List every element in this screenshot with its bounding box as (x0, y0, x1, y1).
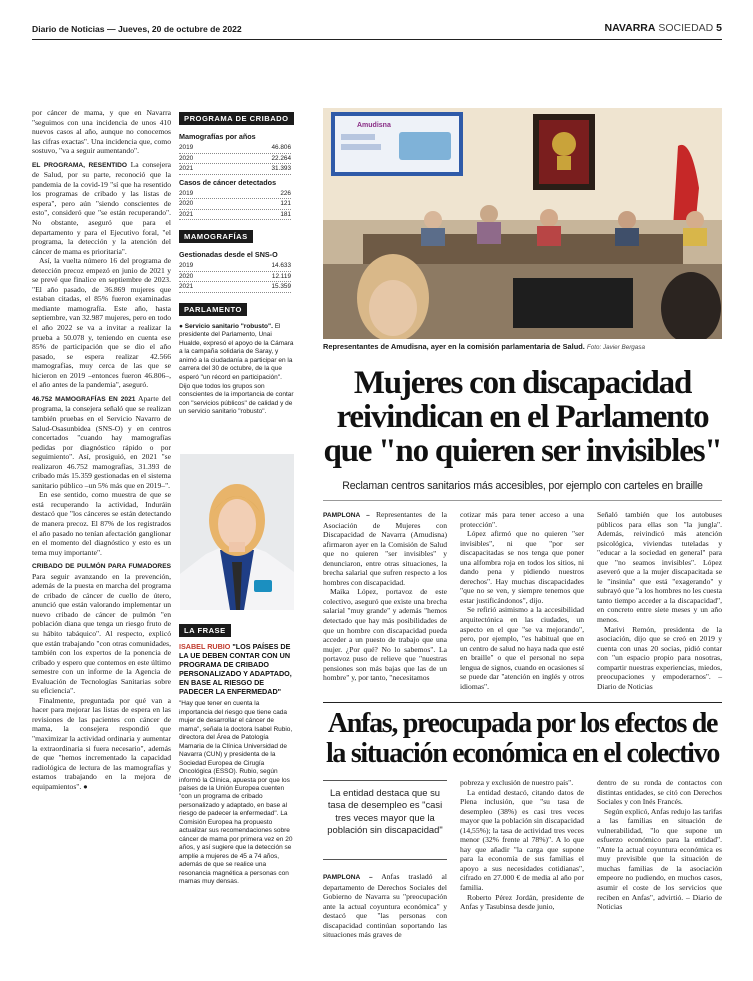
cribado-box-title: PROGRAMA DE CRIBADO (179, 112, 294, 125)
headline2-line1: Anfas, preocupada por los efectos de (327, 708, 718, 739)
paragraph (460, 788, 584, 893)
paragraph (460, 893, 584, 912)
paragraph-lead: 46.752 MAMOGRAFÍAS EN 2021 (32, 395, 136, 403)
photo-caption (323, 342, 722, 351)
casos-label: Casos de cáncer detectados (179, 177, 277, 187)
paragraph (597, 778, 722, 807)
table-row (179, 154, 291, 165)
paragraph-text: Roberto Pérez Jordán, presidente de Anfas y Tasubinsa desde junio, (460, 892, 584, 912)
article2-headline (323, 709, 722, 769)
header-section (605, 22, 722, 34)
pull-quote: La entidad destaca que su tasa de desempleo es "casi tres veces mayor que la población sin discapacidad" (327, 787, 443, 836)
article1-col-1 (323, 510, 447, 683)
table-row (179, 164, 291, 175)
article2-col-2 (460, 778, 584, 912)
paragraph-text: Señaló también que los autobuses públicos para ellas son "la jungla". Además, reivindicó más atención psicológica, viviendas tuteladas y "educar a la sociedad en general" para que "no seamos invisibles". López aseveró que a la mujer discapacitada se le "insinúa" que está "exagerando" y subrayó que "a los hombres no les cuesta tanto tiempo acceder a la discapacidad", en concreto entre siete meses y un año menos. (597, 510, 722, 625)
row-value: 14.633 (271, 262, 291, 269)
paragraph-text: Marivi Remón, presidenta de la asociación, dijo que se creó en 2019 y cuenta con unas 20 socias, pidió contar con "un espacio propio para nosotras, compartir nuestras experiencias, miedos, preocupaciones y empoderarnos". – Diario de Noticias (597, 624, 722, 691)
row-value: 31.393 (271, 165, 291, 172)
table-row (179, 143, 291, 154)
article1-col-2 (460, 510, 584, 691)
row-year: 2021 (179, 283, 194, 290)
gestionadas-table (179, 250, 291, 293)
frase-name: ISABEL RUBIO (179, 642, 231, 651)
headline1-line1: Mujeres con discapacidad (353, 365, 692, 401)
paragraph (460, 510, 584, 529)
screen-logo: Amudisna (357, 122, 391, 129)
paragraph (597, 807, 722, 912)
row-year: 2020 (179, 154, 194, 162)
paragraph-text: Maika López, portavoz de este colectivo, aseguró que existe una brecha salarial "muy grande" y además "hemos detectado que hay más posibilidades de que un hombre con discapacidad pueda acceder a un puesto de trabajo que una mujer. ¿Por qué? No lo sabemos". La portavoz puso de relieve que "nuestras pensiones son más bajas que las de un hombre" y, por tanto, "necesitamos (323, 587, 447, 683)
row-value: 121 (280, 200, 291, 207)
paragraph-text: En ese sentido, como muestra de que se está recuperando la actividad, Induráin destacó que "los cánceres se están detectando de manera precoz. El 87% de los registrados el año pasado no tenían afectación ganglionar en el momento del diagnóstico y esto es un tema muy importante". (32, 490, 171, 557)
portrait-illustration (180, 454, 294, 610)
paragraph-text: pobreza y exclusión de nuestro país". (460, 778, 574, 787)
paragraph (323, 872, 447, 940)
paragraph (32, 561, 171, 696)
article-divider (323, 702, 722, 703)
header-section-name: SOCIEDAD (658, 22, 714, 34)
paragraph-lead: PAMPLONA – (323, 512, 370, 519)
article1-subhead: Reclaman centros sanitarios más accesibles, por ejemplo con carteles en braille (342, 480, 703, 492)
pull-quote-box (323, 780, 447, 860)
table-row (179, 210, 291, 221)
paragraph (597, 625, 722, 692)
mamografias-box-title: MAMOGRAFÍAS (179, 230, 253, 243)
paragraph (460, 529, 584, 605)
page-number: 5 (716, 22, 722, 34)
paragraph-text: López afirmó que no quieren "ser invisibles", ni que "por ser discapacitadas se nos tenga que poner una alfombra roja en todos los sitios, ni dando pena y pidiendo nuestros derechos". Hay muchas discapacidades "que no se ven, y siempre tenemos que estar justificándonos", dijo. (460, 529, 584, 605)
paragraph-text: Así, la vuelta número 16 del programa de detección precoz empezó en junio de 2021 y se prevé que finalice en septiembre de 2023. "El año pasado, de 36.869 mujeres que estaban citadas, el 85% fueron examinadas mediante mamografía. Este año, hasta septiembre, van 32.987 mujeres, pero en todo el año 2022 se va a invitar a realizar la prueba a 50.078 y, teniendo en cuenta ese 85% de participación que se dio el año pasado, se espera realizar 42.566 mamografías, muy cerca de las que se hicieron en 2019 –entonces fueron 46.806–, el año antes de la pandemia", aseguró. (32, 256, 171, 390)
row-year: 2020 (179, 272, 194, 280)
row-year: 2021 (179, 210, 194, 218)
frase-title: LA FRASE (179, 624, 231, 637)
table-row (179, 272, 291, 283)
page-header (32, 22, 722, 38)
paragraph-text: Anfas trasladó al departamento de Derechos Sociales del Gobierno de Navarra su "preocupación ante la actual coyuntura económica" y destacó que "las personas con discapacidad continúan soportando las situaciones más graves de (323, 872, 447, 940)
header-date: Diario de Noticias — Jueves, 20 de octubre de 2022 (32, 24, 242, 34)
subhead-rule (323, 500, 722, 501)
paragraph-text: Representantes de la Asociación de Mujeres con Discapacidad de Navarra (Amudisna) afirmaron ayer en la Comisión de Salud que no quieren "ser invisibles" y denunciaron, entre otras situaciones, la brecha salarial que sufren respecto a los hombres con discapacidad. (323, 510, 447, 587)
table-row (179, 261, 291, 272)
row-year: 2019 (179, 144, 194, 151)
paragraph (32, 160, 171, 256)
table-row (179, 282, 291, 293)
paragraph-text: Para seguir avanzando en la prevención, además de la puesta en marcha del programa de cribado de cáncer de cuello de útero, anunció que están valorando implementar un nuevo cribado de cáncer de pulmón "en población diana que tenga un riesgo fruto de su hábito tabáquico". Al respecto, explicó que están trabajando "con otras comunidades, también con los expertos de la ponencia de cribado y espero que contemos en este último semestre con un informe de la Agencia de Evaluación de Tecnologías Sanitarias sobre su eficiencia". (32, 571, 171, 696)
la-frase-box (179, 620, 294, 886)
row-value: 15.359 (271, 283, 291, 290)
row-value: 46.806 (271, 144, 291, 151)
paragraph (323, 510, 447, 587)
paragraph-text: dentro de su ronda de contactos con distintas entidades, se citó con Derechos Sociales y con Inés Francés. (597, 778, 722, 807)
article1-headline (323, 366, 722, 468)
row-value: 226 (280, 189, 291, 197)
article2-col-1 (323, 872, 447, 940)
parlamento-box-title: PARLAMENTO (179, 303, 247, 316)
paragraph (32, 256, 171, 390)
frase-quote (179, 643, 294, 696)
paragraph-lead: PAMPLONA – (323, 874, 373, 881)
isabel-rubio-photo (180, 454, 294, 610)
row-year: 2021 (179, 165, 194, 172)
headline1-line2: reivindican en el Parlamento (336, 399, 709, 435)
paragraph (32, 108, 171, 156)
header-rule (32, 39, 722, 40)
row-value: 181 (280, 210, 291, 218)
article1-col-3 (597, 510, 722, 691)
row-value: 22.264 (271, 154, 291, 162)
paragraph (32, 490, 171, 557)
photo-credit: Foto: Javier Bergasa (586, 344, 645, 351)
parlamento-lead: ● Servicio sanitario "robusto". (179, 322, 273, 330)
headline2-line2: la situación económica en el colectivo (325, 738, 720, 769)
row-year: 2019 (179, 262, 194, 269)
row-year: 2019 (179, 189, 194, 197)
paragraph (597, 510, 722, 625)
caption-text: Representantes de Amudisna, ayer en la comisión parlamentaria de Salud. (323, 342, 585, 351)
parlamento-body: El presidente del Parlamento, Unai Hualde, expresó el apoyo de la Cámara a la campaña solidaria de Saray, y animó a la ciudadanía a participar en la carrera del 30 de octubre, de la que esperó "un récord en participación". Dijo que todos los grupos son conscientes de la importancia de contar con "servicios públicos" de calidad y de un servicio sanitario "robusto". (179, 322, 294, 416)
paragraph (32, 394, 171, 490)
parliament-commission-illustration (323, 108, 722, 339)
row-year: 2020 (179, 200, 194, 207)
paragraph-text: cotizar más para tener acceso a una protección". (460, 510, 584, 529)
paragraph-text: La consejera de Salud, por su parte, reconoció que la pandemia de la covid-19 "sí que ha resentido los programas de cribado y las listas de espera", pero aún "siendo conscientes de esto", consideró que "se están recuperando". No obstante, aseguró que para el departamento y para el Ejecutivo foral, "el programa, la detección y la atención del cáncer de mama es prioritaria". (32, 159, 171, 256)
table-row (179, 199, 291, 210)
paragraph-text: Finalmente, preguntada por qué van a hacer para mejorar las listas de espera en las revisiones de las pacientes con cáncer de mama, la consejera respondió que "maximizar la actividad ordinaria y aumentar la extraordinaria si fuera necesario", además de que "hemos incrementado la capacidad radiológica de lectura de las mamografías y estamos trabajando en la mejora de equipamientos". ● (32, 695, 171, 791)
cribado-table (179, 132, 291, 220)
paragraph (32, 696, 171, 791)
paragraph-text: Según explicó, Anfas redujo las tarifas a las familias en situación de vulnerabilidad, "lo que supone un esfuerzo económico para la entidad". "Ante la actual coyuntura económica es muy previsible que la situación de muchas familias de la asociación empeore no pudiendo, en muchos casos, asumir el coste de los servicios que reciben en Anfas", advirtió. – Diario de Noticias (597, 806, 722, 912)
table-row (179, 189, 291, 200)
paragraph (323, 587, 447, 682)
paragraph-text: por cáncer de mama, y que en Navarra "seguimos con una incidencia de unos 410 nuevos casos al año, aunque no conocemos las cifras exactas". Una incidencia que, como sostuvo, "va a seguir aumentando". (32, 108, 171, 156)
gestionadas-label: Gestionadas desde el SNS-O (179, 250, 278, 259)
frase-quote-text: "LOS PAÍSES DE LA UE DEBEN CONTAR CON UN PROGRAMA DE CRIBADO PERSONALIZADO Y ADAPTADO, EN BASE AL RIESGO DE PADECER LA ENFERMEDAD" (179, 642, 292, 696)
headline1-line3: que "no quieren ser invisibles" (323, 433, 722, 469)
header-region: NAVARRA (604, 22, 656, 34)
row-value: 12.119 (271, 272, 291, 280)
left-column-text (32, 108, 171, 968)
paragraph-text: La entidad destacó, citando datos de Plena inclusión, que "su tasa de desempleo (38%) es casi tres veces mayor que la población sin discapacidad (14,55%); la tasa de actividad tres veces menor (32% frente al 78%)". A lo que hay que añadir "la carga que supone para la economía de sus familias el apoyo a sus necesidades cotidianas", cifrado en 27.000 € de media al año por familia. (460, 787, 584, 893)
frase-body: "Hay que tener en cuenta la importancia del riesgo que tiene cada mujer de desarrollar el cáncer de mama", señala la doctora Isabel Rubio, directora del Área de Patología Mamaria de la Clínica Universidad de Navarra (CUN) y presidenta de la Sociedad Europea de Cirugía Oncológica (ESSO). Rubio, según informó la Clínica, apuesta por que los países de la Unión Europea cuenten "con un programa de cribado personalizado y adaptado, en base al riesgo de padecer la enfermedad". La Comisión Europea ha propuesto actualizar sus recomendaciones sobre cáncer de mama por primera vez en 20 años, y así sugiere que la detección se amplíe a mujeres de 45 a 74 años, además de que se realice una resonancia magnética a personas con mamas muy densas. (179, 700, 293, 885)
mamografias-label: Mamografías por años (179, 132, 256, 141)
article2-col-3 (597, 778, 722, 912)
sidebar (179, 108, 294, 417)
paragraph (460, 778, 584, 788)
paragraph-lead: EL PROGRAMA, RESENTIDO (32, 161, 127, 169)
paragraph-lead: CRIBADO DE PULMÓN PARA FUMADORES (32, 563, 171, 571)
paragraph-text: Se refirió asimismo a la accesibilidad arquitectónica en las ciudades, un aspecto en el que "se va mejorando", pero, por ejemplo, "es habitual que en un centro de salud no haya nada que esté en braille" o que el personal no sepa lengua de signos, cuando en ocasiones sí se puede dar "atención en inglés y otros idiomas". (460, 605, 584, 691)
paragraph-text: Aparte del programa, la consejera señaló que se realizan también pruebas en el Servicio Navarro de Salud-Osasunbidea (SNS-O) y en centros concertados "cuando hay mamografías pedidas por diagnóstico rápido o por seguimiento". Así, prosiguió, en 2021 "se realizaron 46.752 mamografías, 31.393 de cribado más 15.359 gestionadas en el sistema sanitario público –un 5% más que en 2019–". (32, 393, 171, 490)
parlamento-text (179, 323, 294, 418)
paragraph (460, 605, 584, 691)
main-photo (323, 108, 722, 339)
